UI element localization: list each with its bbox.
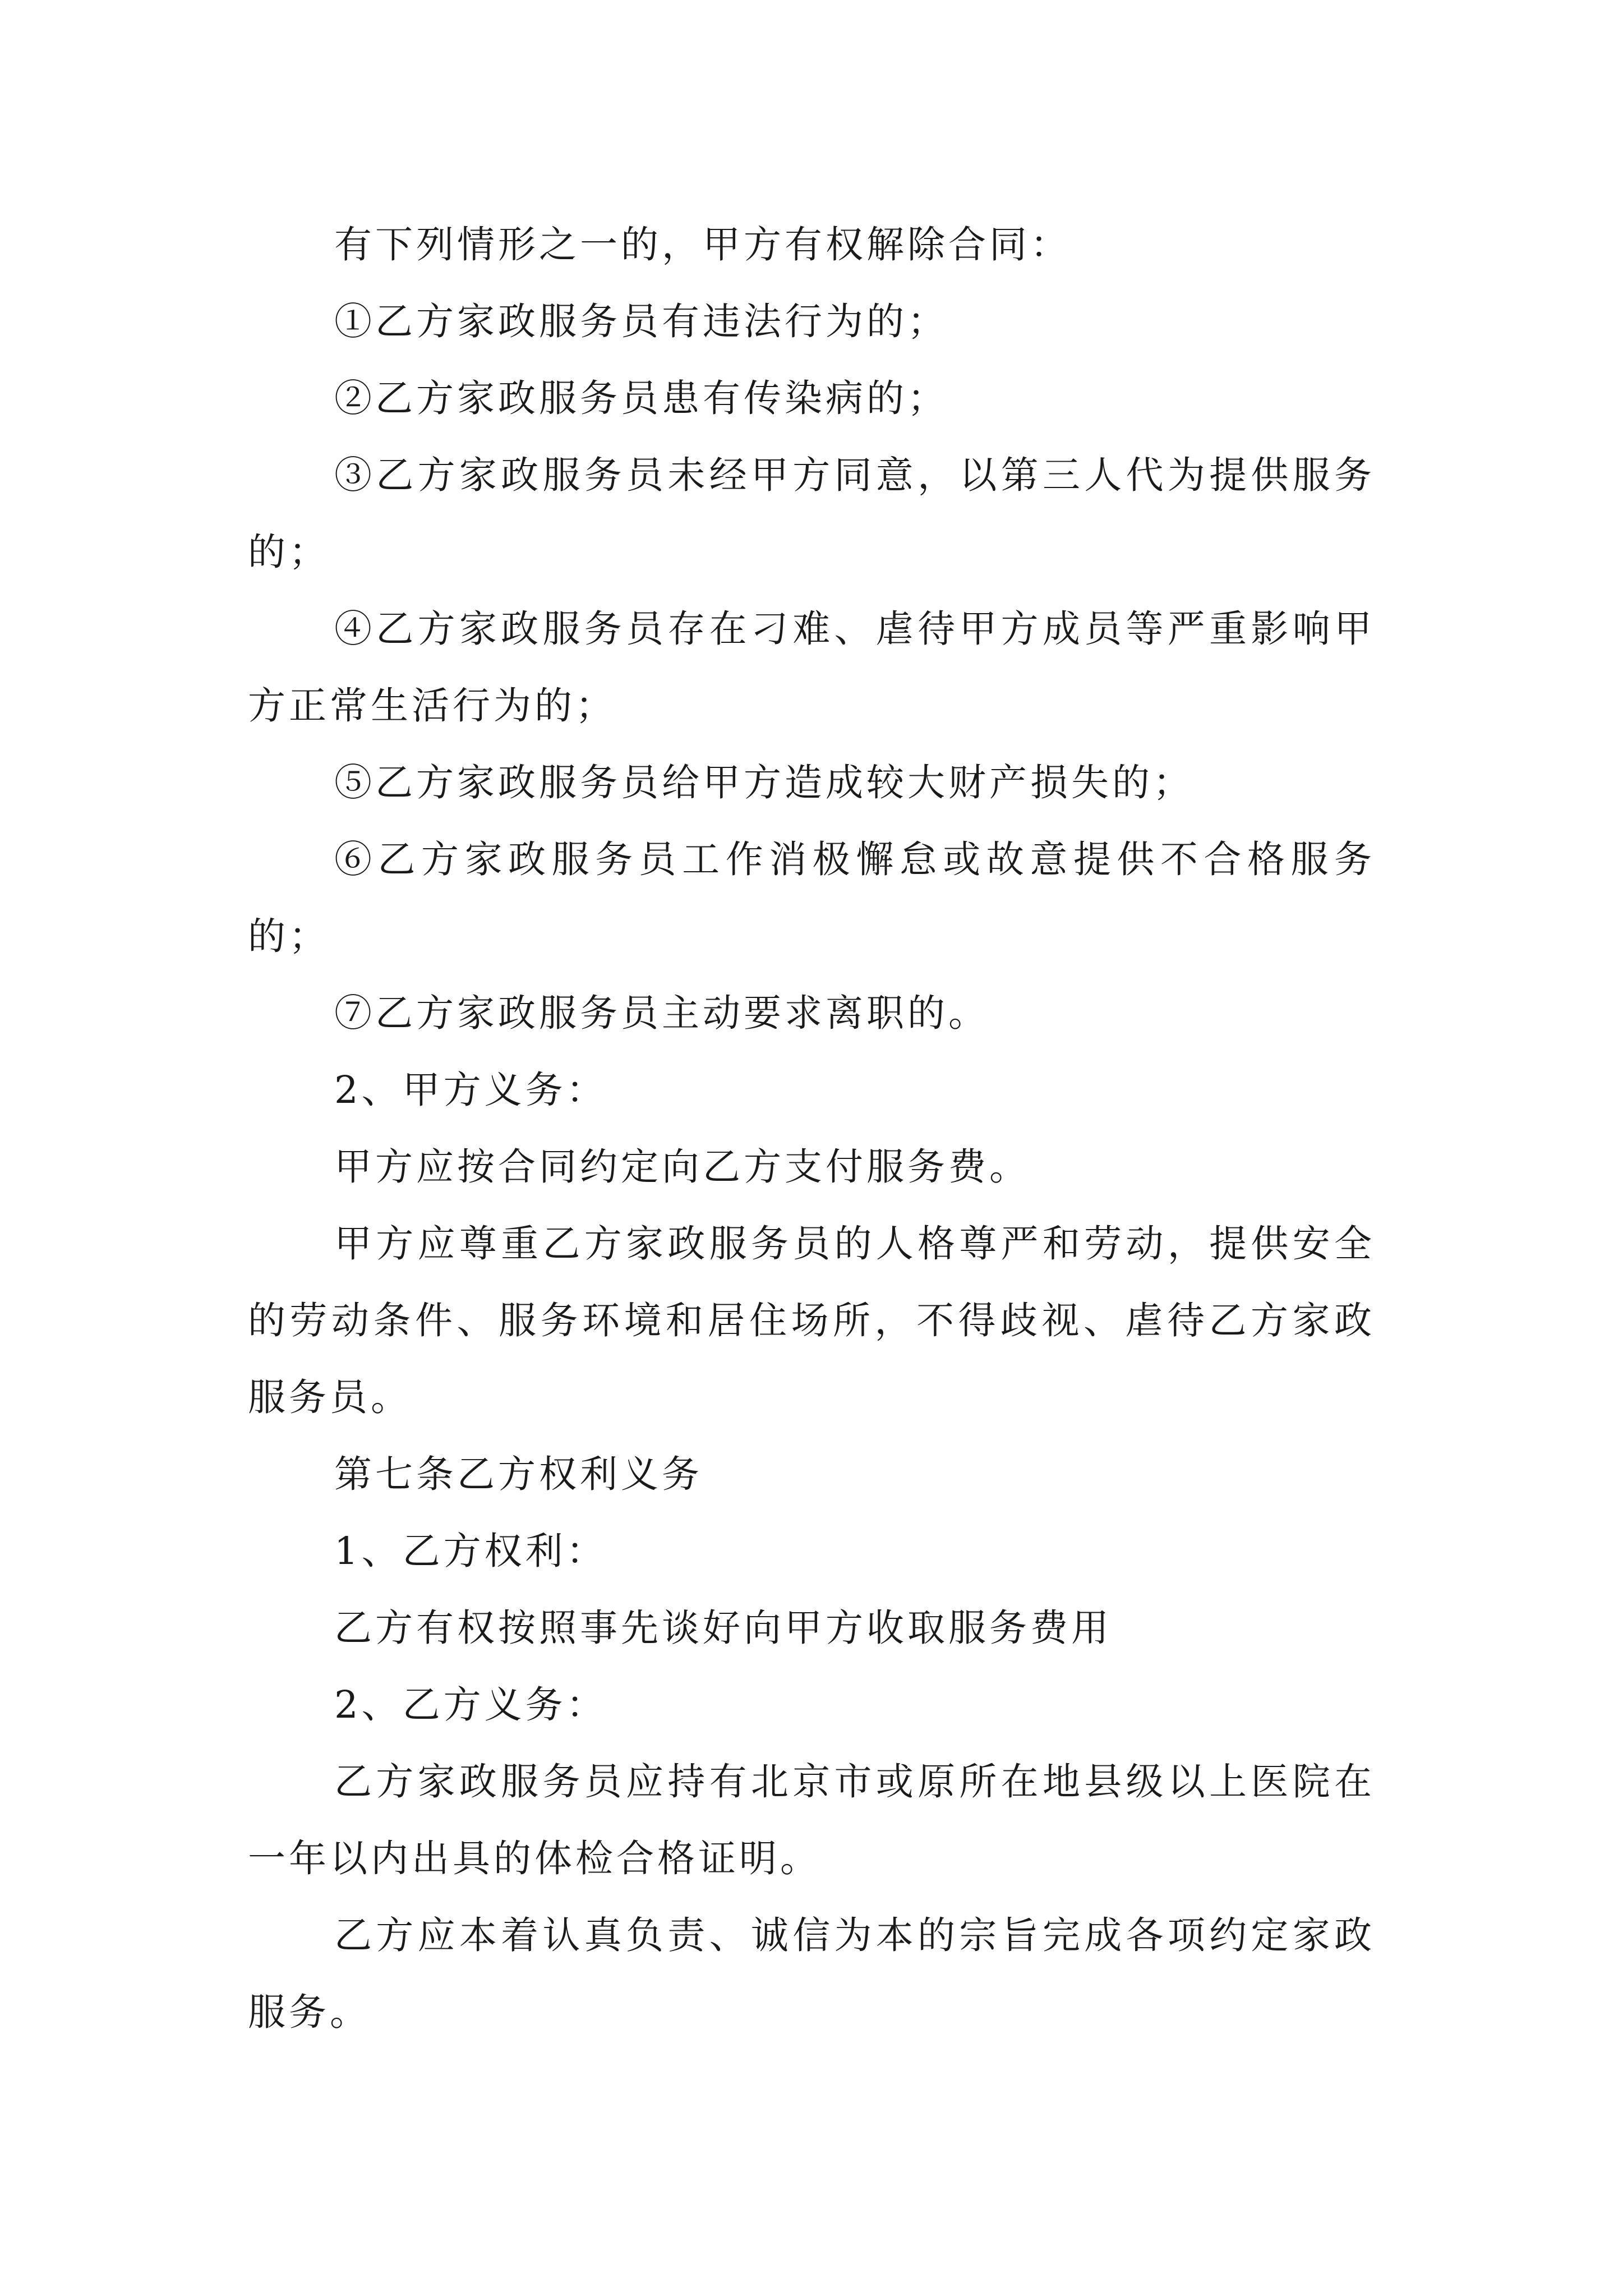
paragraph-party-b-fees: 乙方有权按照事先谈好向甲方收取服务费用 <box>334 1606 1112 1650</box>
paragraph-item-2: ②乙方家政服务员患有传染病的； <box>334 376 948 420</box>
document-body <box>248 206 1375 2051</box>
paragraph-party-a-payment: 甲方应按合同约定向乙方支付服务费。 <box>334 1145 1030 1189</box>
paragraph-party-b-health-certificate: 乙方家政服务员应持有北京市或原所在地县级以上医院在一年以内出具的体检合格证明。 <box>248 1760 1375 1880</box>
paragraph-item-1: ①乙方家政服务员有违法行为的； <box>334 300 948 343</box>
paragraph-item-4: ④乙方家政服务员存在刁难、虐待甲方成员等严重影响甲方正常生活行为的； <box>248 607 1375 728</box>
paragraph-party-b-service-principle: 乙方应本着认真负责、诚信为本的宗旨完成各项约定家政服务。 <box>248 1913 1375 2034</box>
heading-article-seven: 第七条乙方权利义务 <box>334 1452 703 1496</box>
heading-party-a-obligations: 2、甲方义务： <box>334 1068 607 1112</box>
paragraph-item-5: ⑤乙方家政服务员给甲方造成较大财产损失的； <box>334 761 1194 804</box>
paragraph-termination-conditions: 有下列情形之一的，甲方有权解除合同： <box>334 223 1071 266</box>
heading-party-b-obligations: 2、乙方义务： <box>334 1683 607 1727</box>
paragraph-item-3: ③乙方家政服务员未经甲方同意，以第三人代为提供服务的； <box>248 453 1375 574</box>
paragraph-party-a-respect: 甲方应尊重乙方家政服务员的人格尊严和劳动，提供安全的劳动条件、服务环境和居住场所，不得歧视、虐待乙方家政服务员。 <box>248 1222 1375 1419</box>
heading-party-b-rights: 1、乙方权利： <box>334 1529 607 1573</box>
paragraph-item-7: ⑦乙方家政服务员主动要求离职的。 <box>334 991 989 1035</box>
paragraph-item-6: ⑥乙方家政服务员工作消极懈怠或故意提供不合格服务的； <box>248 838 1375 958</box>
